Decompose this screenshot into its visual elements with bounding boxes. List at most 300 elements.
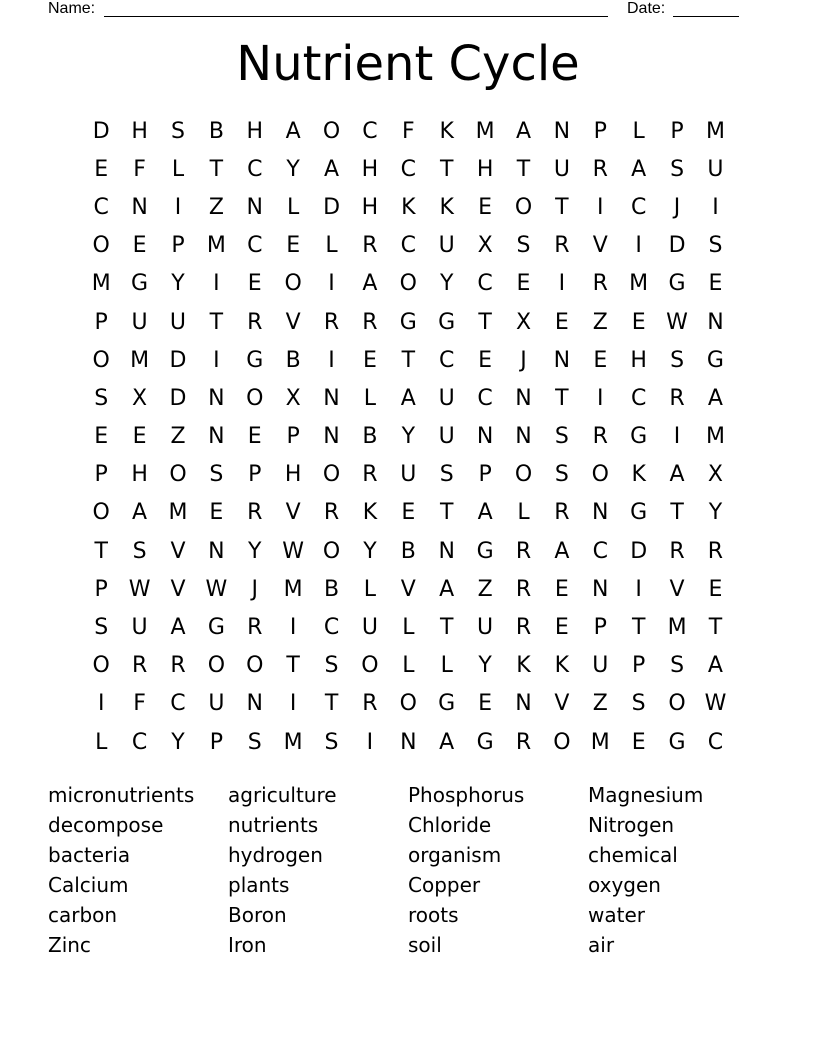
grid-letter: M — [705, 118, 725, 144]
date-label: Date: — [627, 0, 666, 17]
grid-letter: O — [92, 347, 110, 373]
word-list-item: micronutrients — [48, 783, 195, 807]
grid-letter: C — [439, 347, 455, 373]
grid-letter: R — [362, 233, 378, 259]
grid-letter: O — [399, 691, 417, 717]
grid-letter: U — [131, 615, 148, 641]
grid-letter: Y — [286, 156, 300, 182]
word-list-item: decompose — [48, 813, 164, 837]
grid-letter: G — [131, 271, 149, 297]
word-list-item: Calcium — [48, 873, 129, 897]
grid-letter: A — [400, 385, 416, 411]
grid-letter: J — [520, 347, 527, 373]
grid-letter: V — [170, 538, 186, 564]
grid-letter: T — [555, 385, 569, 411]
grid-letter: P — [209, 729, 223, 755]
grid-letter: O — [361, 653, 379, 679]
grid-letter: S — [94, 385, 109, 411]
grid-letter: N — [592, 576, 609, 602]
grid-letter: I — [174, 194, 182, 220]
grid-letter: S — [324, 729, 339, 755]
grid-letter: A — [707, 653, 723, 679]
grid-letter: P — [593, 615, 607, 641]
word-list — [48, 780, 768, 960]
grid-letter: D — [169, 347, 187, 373]
grid-letter: E — [516, 271, 531, 297]
grid-letter: P — [286, 424, 300, 450]
grid-letter: N — [553, 347, 571, 373]
grid-letter: I — [289, 691, 297, 717]
grid-letter: V — [592, 233, 608, 259]
grid-letter: E — [478, 347, 493, 373]
grid-letter: I — [213, 347, 220, 373]
grid-letter: N — [246, 691, 263, 717]
grid-letter: K — [439, 194, 454, 220]
grid-letter: A — [324, 156, 340, 182]
grid-letter: X — [515, 309, 532, 335]
grid-letter: A — [631, 156, 647, 182]
grid-letter: V — [285, 309, 301, 335]
word-list-item: Nitrogen — [588, 813, 675, 837]
grid-letter: T — [401, 347, 416, 373]
grid-letter: O — [284, 271, 302, 297]
grid-letter: Z — [208, 194, 224, 220]
grid-letter: U — [477, 615, 494, 641]
word-list-item: Magnesium — [588, 783, 704, 807]
grid-letter: E — [132, 233, 147, 259]
grid-letter: I — [213, 271, 220, 297]
grid-letter: O — [322, 462, 341, 488]
grid-letter: R — [247, 500, 263, 526]
grid-letter: N — [515, 385, 532, 411]
grid-letter: S — [670, 347, 685, 373]
grid-letter: C — [170, 691, 186, 717]
grid-letter: T — [631, 615, 646, 641]
grid-letter: S — [170, 118, 185, 144]
grid-letter: M — [130, 347, 150, 373]
grid-letter: P — [94, 309, 108, 335]
grid-letter: K — [516, 653, 531, 679]
grid-letter: R — [362, 309, 378, 335]
grid-letter: A — [439, 576, 455, 602]
grid-letter: O — [92, 500, 110, 526]
grid-letter: E — [247, 424, 262, 450]
grid-letter: N — [707, 309, 724, 335]
grid-letter: M — [283, 576, 303, 602]
grid-letter: N — [553, 118, 571, 144]
grid-letter: M — [667, 615, 687, 641]
grid-letter: E — [209, 500, 224, 526]
grid-letter: M — [475, 118, 495, 144]
grid-letter: C — [477, 271, 493, 297]
grid-letter: M — [168, 500, 188, 526]
grid-letter: M — [629, 271, 649, 297]
grid-letter: T — [324, 691, 339, 717]
grid-letter: E — [94, 156, 109, 182]
grid-letter: R — [515, 538, 532, 564]
grid-letter: V — [669, 576, 685, 602]
grid-letter: O — [169, 462, 187, 488]
grid-letter: T — [708, 615, 723, 641]
grid-letter: L — [95, 729, 108, 755]
grid-letter: S — [554, 462, 569, 488]
grid-letter: U — [400, 462, 417, 488]
grid-letter: G — [706, 347, 724, 373]
grid-letter: C — [400, 233, 416, 259]
grid-letter: R — [323, 309, 340, 335]
grid-letter: H — [630, 347, 647, 373]
grid-letter: E — [401, 500, 416, 526]
word-list-item: carbon — [48, 903, 118, 927]
grid-letter: D — [169, 385, 187, 411]
grid-letter: Y — [478, 653, 492, 679]
grid-letter: U — [361, 615, 378, 641]
grid-letter: N — [438, 538, 455, 564]
grid-letter: Y — [363, 538, 377, 564]
grid-letter: X — [477, 233, 493, 259]
grid-letter: P — [478, 462, 492, 488]
grid-letter: L — [632, 118, 645, 144]
grid-letter: E — [554, 576, 569, 602]
grid-letter: T — [94, 538, 108, 564]
grid-letter: I — [328, 347, 335, 373]
grid-letter: R — [247, 309, 263, 335]
name-blank-line — [104, 16, 608, 17]
grid-letter: M — [283, 729, 303, 755]
grid-letter: N — [592, 500, 609, 526]
grid-letter: N — [246, 194, 263, 220]
grid-letter: A — [439, 729, 455, 755]
grid-letter: G — [668, 271, 686, 297]
grid-letter: I — [597, 194, 604, 220]
grid-letter: O — [246, 385, 264, 411]
grid-letter: C — [247, 233, 263, 259]
grid-letter: I — [289, 615, 297, 641]
grid-letter: S — [324, 653, 339, 679]
grid-letter: P — [171, 233, 185, 259]
grid-letter: V — [554, 691, 570, 717]
grid-letter: T — [670, 500, 684, 526]
grid-letter: O — [322, 118, 341, 144]
word-list-item: organism — [408, 843, 502, 867]
grid-letter: K — [362, 500, 378, 526]
grid-letter: G — [476, 538, 494, 564]
grid-letter: P — [593, 118, 607, 144]
grid-letter: A — [515, 118, 532, 144]
worksheet-header — [0, 0, 816, 20]
grid-letter: T — [516, 156, 531, 182]
grid-letter: E — [708, 271, 723, 297]
grid-letter: U — [169, 309, 187, 335]
grid-letter: T — [209, 156, 224, 182]
grid-letter: O — [514, 194, 533, 220]
grid-letter: C — [247, 156, 263, 182]
grid-letter: I — [673, 424, 681, 450]
grid-letter: H — [131, 462, 148, 488]
grid-letter: H — [361, 194, 379, 220]
word-list-item: Boron — [228, 903, 287, 927]
grid-letter: C — [400, 156, 416, 182]
grid-letter: D — [668, 233, 686, 259]
grid-letter: Y — [248, 538, 262, 564]
grid-letter: P — [94, 462, 108, 488]
grid-letter: C — [630, 385, 647, 411]
grid-letter: N — [476, 424, 494, 450]
grid-letter: I — [97, 691, 105, 717]
grid-letter: P — [248, 462, 262, 488]
grid-letter: T — [478, 309, 492, 335]
grid-letter: X — [285, 385, 301, 411]
grid-letter: S — [439, 462, 454, 488]
grid-letter: R — [669, 538, 685, 564]
word-list-item: plants — [228, 873, 290, 897]
grid-letter: F — [133, 156, 146, 182]
grid-letter: N — [208, 424, 225, 450]
grid-letter: S — [516, 233, 531, 259]
grid-letter: Y — [171, 271, 185, 297]
grid-letter: Z — [592, 691, 608, 717]
grid-letter: S — [670, 156, 685, 182]
grid-letter: S — [94, 615, 109, 641]
grid-letter: Z — [477, 576, 493, 602]
grid-letter: O — [553, 729, 571, 755]
name-label: Name: — [48, 0, 96, 17]
grid-letter: E — [362, 347, 377, 373]
grid-letter: I — [558, 271, 566, 297]
grid-letter: R — [515, 576, 532, 602]
grid-letter: C — [362, 118, 378, 144]
grid-letter: T — [209, 309, 224, 335]
grid-letter: L — [363, 576, 377, 602]
grid-letter: K — [439, 118, 454, 144]
grid-letter: R — [707, 538, 724, 564]
grid-letter: S — [247, 729, 262, 755]
word-list-item: oxygen — [588, 873, 661, 897]
grid-letter: N — [323, 385, 340, 411]
grid-letter: R — [247, 615, 263, 641]
grid-letter: P — [632, 653, 646, 679]
word-list-item: chemical — [588, 843, 678, 867]
grid-letter: D — [630, 538, 648, 564]
grid-letter: B — [323, 576, 340, 602]
grid-letter: G — [630, 500, 648, 526]
word-list-item: Phosphorus — [408, 783, 525, 807]
grid-letter: A — [170, 615, 186, 641]
grid-letter: S — [132, 538, 147, 564]
grid-letter: Z — [170, 424, 186, 450]
grid-letter: F — [401, 118, 415, 144]
grid-letter: N — [131, 194, 148, 220]
grid-letter: O — [668, 691, 686, 717]
letter-grid — [82, 112, 735, 761]
grid-letter: A — [285, 118, 301, 144]
grid-letter: U — [592, 653, 609, 679]
grid-letter: K — [401, 194, 416, 220]
grid-letter: K — [554, 653, 570, 679]
grid-letter: P — [94, 576, 108, 602]
grid-letter: U — [131, 309, 148, 335]
grid-letter: L — [402, 615, 415, 641]
grid-letter: M — [91, 271, 111, 297]
grid-letter: B — [208, 118, 224, 144]
grid-letter: O — [246, 653, 264, 679]
word-list-item: soil — [408, 933, 442, 957]
grid-letter: T — [286, 653, 300, 679]
grid-letter: D — [323, 194, 341, 220]
grid-letter: W — [282, 538, 305, 564]
word-list-item: Chloride — [408, 813, 492, 837]
grid-letter: A — [477, 500, 493, 526]
date-blank-line — [673, 16, 739, 17]
grid-letter: R — [515, 729, 532, 755]
word-list-item: agriculture — [228, 783, 337, 807]
grid-letter: B — [362, 424, 378, 450]
grid-letter: G — [438, 691, 456, 717]
grid-letter: N — [515, 424, 532, 450]
grid-letter: C — [592, 538, 608, 564]
grid-letter: R — [323, 500, 340, 526]
grid-letter: X — [707, 462, 723, 488]
grid-letter: N — [323, 424, 340, 450]
grid-letter: O — [92, 233, 110, 259]
grid-letter: R — [170, 653, 186, 679]
grid-letter: N — [515, 691, 532, 717]
grid-letter: T — [555, 194, 569, 220]
grid-letter: R — [554, 233, 570, 259]
word-list-item: hydrogen — [228, 843, 323, 867]
grid-letter: R — [592, 271, 608, 297]
grid-letter: I — [635, 576, 642, 602]
grid-letter: U — [438, 233, 455, 259]
grid-letter: S — [670, 653, 685, 679]
grid-letter: R — [131, 653, 148, 679]
grid-letter: I — [712, 194, 719, 220]
grid-letter: U — [438, 424, 455, 450]
grid-letter: O — [514, 462, 533, 488]
grid-letter: C — [323, 615, 340, 641]
word-list-item: roots — [408, 903, 459, 927]
grid-letter: U — [438, 385, 455, 411]
grid-letter: A — [707, 385, 723, 411]
grid-letter: W — [704, 691, 727, 717]
grid-letter: R — [515, 615, 532, 641]
grid-letter: G — [246, 347, 264, 373]
grid-letter: S — [708, 233, 723, 259]
grid-letter: C — [630, 194, 647, 220]
grid-letter: W — [666, 309, 688, 335]
page-title: Nutrient Cycle — [236, 36, 580, 92]
grid-letter: S — [631, 691, 646, 717]
grid-letter: R — [669, 385, 685, 411]
grid-letter: K — [631, 462, 646, 488]
grid-letter: I — [635, 233, 642, 259]
grid-letter: O — [399, 271, 417, 297]
grid-letter: H — [246, 118, 264, 144]
grid-letter: G — [668, 729, 686, 755]
grid-letter: C — [131, 729, 148, 755]
grid-letter: U — [707, 156, 724, 182]
grid-letter: R — [554, 500, 570, 526]
grid-letter: L — [363, 385, 377, 411]
grid-letter: A — [554, 538, 570, 564]
grid-letter: L — [325, 233, 338, 259]
grid-letter: G — [438, 309, 456, 335]
grid-letter: F — [133, 691, 146, 717]
grid-letter: G — [207, 615, 225, 641]
grid-letter: G — [399, 309, 417, 335]
grid-letter: I — [597, 385, 604, 411]
grid-letter: P — [670, 118, 684, 144]
grid-letter: X — [132, 385, 148, 411]
word-list-item: Zinc — [48, 933, 91, 957]
grid-letter: W — [128, 576, 151, 602]
word-list-item: bacteria — [48, 843, 131, 867]
grid-letter: Z — [592, 309, 608, 335]
grid-letter: M — [590, 729, 610, 755]
grid-letter: N — [208, 538, 225, 564]
grid-letter: M — [206, 233, 226, 259]
grid-letter: E — [286, 233, 301, 259]
grid-letter: C — [707, 729, 724, 755]
grid-letter: E — [132, 424, 147, 450]
grid-letter: U — [553, 156, 570, 182]
grid-letter: V — [170, 576, 186, 602]
grid-letter: S — [554, 424, 569, 450]
grid-letter: V — [400, 576, 416, 602]
grid-letter: L — [517, 500, 530, 526]
grid-letter: L — [287, 194, 300, 220]
grid-letter: E — [478, 691, 493, 717]
grid-letter: E — [708, 576, 723, 602]
grid-letter: R — [362, 691, 378, 717]
grid-letter: O — [591, 462, 609, 488]
grid-letter: J — [673, 194, 681, 220]
grid-letter: Y — [401, 424, 416, 450]
word-list-item: Iron — [228, 933, 267, 957]
grid-letter: C — [93, 194, 109, 220]
grid-letter: L — [440, 653, 453, 679]
grid-letter: H — [361, 156, 379, 182]
grid-letter: C — [477, 385, 493, 411]
grid-letter: E — [554, 309, 569, 335]
grid-letter: R — [592, 424, 608, 450]
grid-letter: M — [705, 424, 725, 450]
grid-letter: E — [478, 194, 493, 220]
grid-letter: H — [476, 156, 494, 182]
grid-letter: E — [631, 729, 646, 755]
grid-letter: E — [631, 309, 646, 335]
grid-letter: E — [94, 424, 109, 450]
grid-letter: B — [285, 347, 301, 373]
grid-letter: D — [92, 118, 110, 144]
word-list-item: water — [588, 903, 645, 927]
grid-letter: T — [439, 500, 454, 526]
grid-letter: N — [400, 729, 417, 755]
grid-letter: A — [132, 500, 148, 526]
grid-letter: A — [669, 462, 685, 488]
grid-letter: V — [285, 500, 301, 526]
grid-letter: H — [284, 462, 302, 488]
grid-letter: I — [328, 271, 335, 297]
grid-letter: O — [207, 653, 226, 679]
grid-letter: A — [362, 271, 378, 297]
grid-letter: L — [171, 156, 185, 182]
grid-letter: W — [205, 576, 228, 602]
grid-letter: B — [400, 538, 416, 564]
word-list-item: Copper — [408, 873, 481, 897]
grid-letter: N — [208, 385, 225, 411]
grid-letter: R — [592, 156, 608, 182]
